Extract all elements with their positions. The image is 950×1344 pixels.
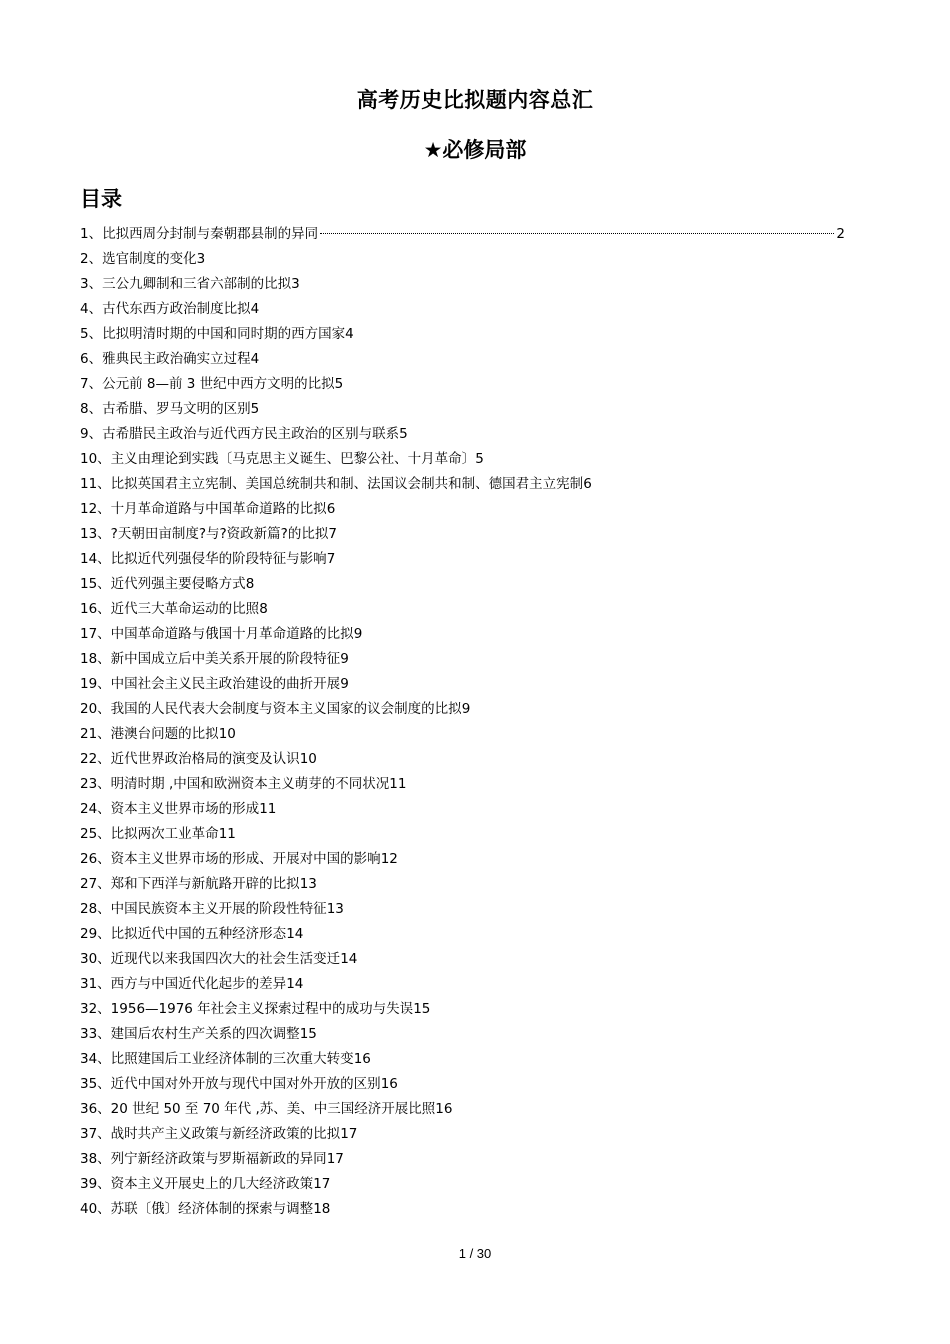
toc-entry[interactable] — [80, 422, 845, 447]
toc-entry-page-number: 17 — [326, 1151, 344, 1167]
page-indicator: 1 / 30 — [458, 1246, 492, 1261]
toc-entry[interactable] — [80, 372, 845, 397]
toc-entry[interactable] — [80, 947, 845, 972]
toc-entry[interactable] — [80, 547, 845, 572]
toc-entry-title: 19、中国社会主义民主政治建设的曲折开展 — [80, 676, 341, 692]
toc-entry[interactable] — [80, 697, 845, 722]
toc-entry-page-number: 3 — [291, 276, 300, 292]
toc-entry-title: 9、古希腊民主政治与近代西方民主政治的区别与联系 — [80, 426, 400, 442]
toc-entry[interactable] — [80, 297, 845, 322]
toc-entry-title: 34、比照建国后工业经济体制的三次重大转变 — [80, 1051, 354, 1067]
toc-entry-page-number: 2 — [836, 226, 845, 242]
toc-entry-title: 12、十月革命道路与中国革命道路的比拟 — [80, 501, 327, 517]
toc-entry[interactable] — [80, 1172, 845, 1197]
toc-entry-page-number: 16 — [353, 1051, 371, 1067]
toc-entry-page-number: 3 — [196, 251, 206, 267]
toc-entry-page-number: 16 — [380, 1076, 398, 1092]
toc-entry[interactable] — [80, 247, 845, 272]
toc-entry-title: 22、近代世界政治格局的演变及认识 — [80, 751, 300, 767]
toc-entry-title: 37、战时共产主义政策与新经济政策的比拟 — [80, 1126, 341, 1142]
toc-entry-page-number: 13 — [299, 876, 317, 892]
toc-entry[interactable] — [80, 272, 845, 297]
toc-entry[interactable] — [80, 522, 845, 547]
toc-entry-title: 2、选官制度的变化 — [80, 251, 197, 267]
toc-entry-title: 3、三公九卿制和三省六部制的比拟 — [80, 276, 292, 292]
toc-entry-title: 11、比拟英国君主立宪制、美国总统制共和制、法国议会制共和制、德国君主立宪制 — [80, 476, 584, 492]
toc-entry[interactable] — [80, 397, 845, 422]
toc-entry-page-number: 5 — [399, 426, 408, 442]
toc-entry-title: 36、20 世纪 50 至 70 年代 ,苏、美、中三国经济开展比照 — [80, 1101, 436, 1117]
toc-entry-page-number: 11 — [389, 776, 407, 792]
toc-entry-title: 5、比拟明清时期的中国和同时期的西方国家 — [80, 326, 346, 342]
toc-entry-page-number: 13 — [326, 901, 344, 917]
toc-entry-title: 6、雅典民主政治确实立过程 — [80, 351, 251, 367]
toc-entry-title: 17、中国革命道路与俄国十月革命道路的比拟 — [80, 626, 354, 642]
toc-entry-page-number: 10 — [218, 726, 236, 742]
toc-entry[interactable] — [80, 322, 845, 347]
toc-entry[interactable] — [80, 1047, 845, 1072]
toc-entry-page-number: 9 — [353, 626, 363, 642]
toc-entry[interactable] — [80, 572, 845, 597]
toc-entry-page-number: 18 — [313, 1201, 331, 1217]
document-title: 高考历史比拟题内容总汇 — [356, 88, 594, 112]
toc-entry[interactable] — [80, 1022, 845, 1047]
toc-entry[interactable] — [80, 647, 845, 672]
toc-entry-page-number: 4 — [345, 326, 354, 342]
toc-entry-title: 33、建国后农村生产关系的四次调整 — [80, 1026, 300, 1042]
toc-entry-title: 29、比拟近代中国的五种经济形态 — [80, 926, 287, 942]
toc-entry-title: 24、资本主义世界市场的形成 — [80, 801, 260, 817]
toc-entry-page-number: 5 — [475, 451, 484, 467]
toc-entry-page-number: 15 — [299, 1026, 317, 1042]
toc-entry[interactable] — [80, 597, 845, 622]
toc-entry-page-number: 11 — [218, 826, 236, 842]
toc-entry[interactable] — [80, 447, 845, 472]
toc-entry[interactable] — [80, 1097, 845, 1122]
toc-entry-title: 30、近现代以来我国四次大的社会生活变迁 — [80, 951, 341, 967]
toc-entry-page-number: 4 — [250, 301, 260, 317]
toc-entry[interactable] — [80, 1147, 845, 1172]
toc-entry[interactable] — [80, 972, 845, 997]
toc-entry-title: 13、?天朝田亩制度?与?资政新篇?的比拟 — [80, 526, 329, 542]
toc-entry[interactable] — [80, 722, 845, 747]
toc-entry-page-number: 7 — [326, 551, 336, 567]
toc-entry-page-number: 17 — [340, 1126, 358, 1142]
toc-entry[interactable] — [80, 772, 845, 797]
toc-entry-title: 7、公元前 8—前 3 世纪中西方文明的比拟 — [80, 376, 335, 392]
toc-entry[interactable] — [80, 997, 845, 1022]
toc-entry-title: 4、古代东西方政治制度比拟 — [80, 301, 251, 317]
toc-entry-title: 28、中国民族资本主义开展的阶段性特征 — [80, 901, 327, 917]
toc-entry-title: 15、近代列强主要侵略方式 — [80, 576, 246, 592]
toc-entry[interactable] — [80, 222, 845, 247]
toc-heading: 目录 — [80, 187, 122, 211]
toc-entry-title: 26、资本主义世界市场的形成、开展对中国的影响 — [80, 851, 381, 867]
toc-entry-title: 27、郑和下西洋与新航路开辟的比拟 — [80, 876, 300, 892]
toc-entry[interactable] — [80, 672, 845, 697]
toc-entry-title: 32、1956—1976 年社会主义探索过程中的成功与失误 — [80, 1001, 414, 1017]
toc-entry[interactable] — [80, 472, 845, 497]
toc-entry-page-number: 6 — [326, 501, 336, 517]
toc-entry[interactable] — [80, 1072, 845, 1097]
toc-entry-title: 25、比拟两次工业革命 — [80, 826, 219, 842]
toc-entry-page-number: 6 — [583, 476, 592, 492]
toc-entry-page-number: 5 — [334, 376, 344, 392]
toc-entry[interactable] — [80, 797, 845, 822]
toc-entry-page-number: 8 — [245, 576, 255, 592]
toc-entry[interactable] — [80, 872, 845, 897]
toc-entry[interactable] — [80, 347, 845, 372]
toc-entry-title: 8、古希腊、罗马文明的区别 — [80, 401, 251, 417]
toc-entry[interactable] — [80, 922, 845, 947]
toc-entry-title: 35、近代中国对外开放与现代中国对外开放的区别 — [80, 1076, 381, 1092]
toc-entry-title: 20、我国的人民代表大会制度与资本主义国家的议会制度的比拟 — [80, 701, 462, 717]
document-subtitle: ★必修局部 — [423, 138, 527, 162]
toc-entry-page-number: 14 — [286, 926, 304, 942]
toc-entry[interactable] — [80, 1197, 845, 1222]
toc-entry-page-number: 9 — [461, 701, 471, 717]
toc-entry-title: 1、比拟西周分封制与秦朝郡县制的异同 — [80, 226, 319, 242]
toc-entry-title: 18、新中国成立后中美关系开展的阶段特征 — [80, 651, 341, 667]
toc-entry[interactable] — [80, 1122, 845, 1147]
toc-entry-page-number: 14 — [286, 976, 304, 992]
toc-entry-title: 40、苏联〔俄〕经济体制的探索与调整 — [80, 1201, 314, 1217]
toc-entry-title: 14、比拟近代列强侵华的阶段特征与影响 — [80, 551, 327, 567]
toc-entry-page-number: 5 — [250, 401, 260, 417]
toc-entry-page-number: 7 — [328, 526, 337, 542]
toc-entry-title: 10、主义由理论到实践〔马克思主义诞生、巴黎公社、十月革命〕 — [80, 451, 476, 467]
toc-entry-page-number: 8 — [259, 601, 268, 617]
toc-entry[interactable] — [80, 847, 845, 872]
toc-entry-title: 38、列宁新经济政策与罗斯福新政的异同 — [80, 1151, 327, 1167]
toc-entry[interactable] — [80, 747, 845, 772]
toc-entry-title: 21、港澳台问题的比拟 — [80, 726, 219, 742]
toc-entry-page-number: 9 — [340, 651, 349, 667]
toc-entry-page-number: 11 — [259, 801, 277, 817]
toc-entry[interactable] — [80, 622, 845, 647]
toc-entry-page-number: 9 — [340, 676, 349, 692]
toc-entry[interactable] — [80, 897, 845, 922]
toc-entry-title: 23、明清时期 ,中国和欧洲资本主义萌芽的不同状况 — [80, 776, 390, 792]
toc-entry-page-number: 4 — [250, 351, 260, 367]
toc-entry-title: 39、资本主义开展史上的几大经济政策 — [80, 1176, 314, 1192]
toc-entry-page-number: 16 — [435, 1101, 453, 1117]
toc-entry-page-number: 15 — [413, 1001, 431, 1017]
toc-dot-leader — [320, 233, 834, 234]
toc-entry-title: 16、近代三大革命运动的比照 — [80, 601, 260, 617]
toc-entry-page-number: 12 — [380, 851, 398, 867]
toc-entry[interactable] — [80, 497, 845, 522]
toc-entry-page-number: 14 — [340, 951, 358, 967]
toc-entry-title: 31、西方与中国近代化起步的差异 — [80, 976, 287, 992]
table-of-contents — [80, 222, 845, 1222]
toc-entry-page-number: 10 — [299, 751, 317, 767]
toc-entry-page-number: 17 — [313, 1176, 331, 1192]
toc-entry[interactable] — [80, 822, 845, 847]
